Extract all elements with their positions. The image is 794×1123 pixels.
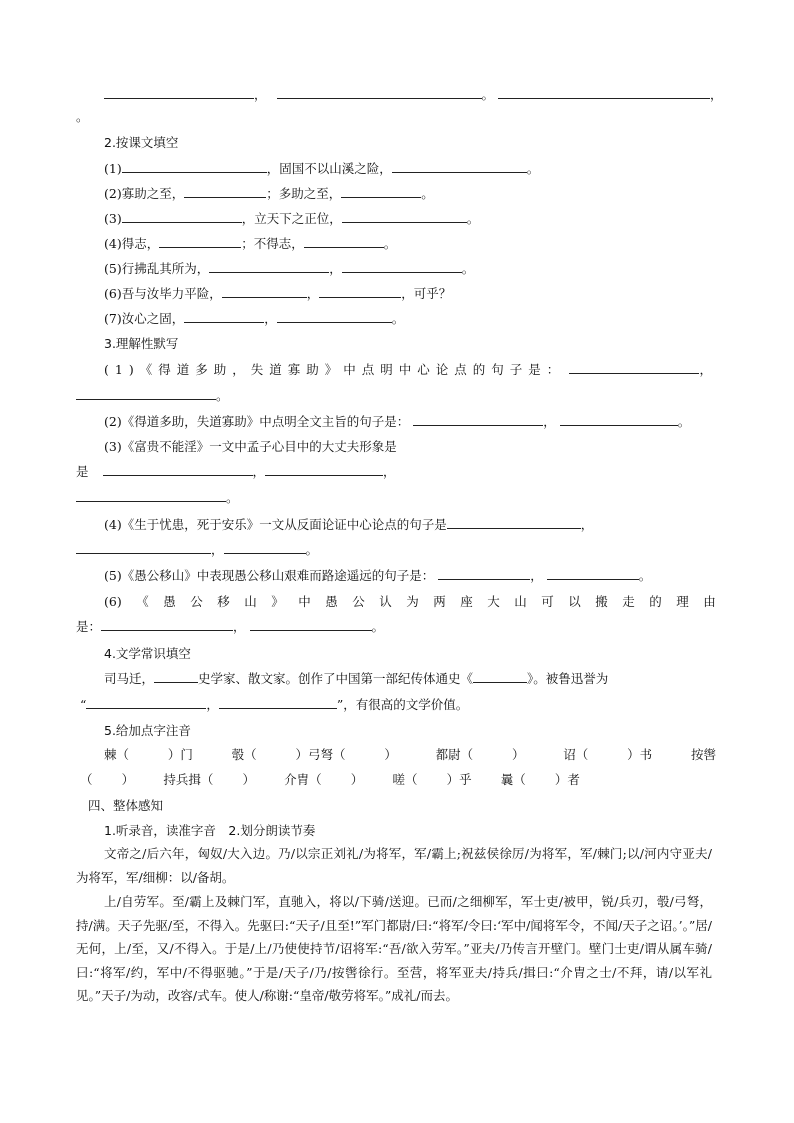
blank[interactable]: [209, 260, 329, 273]
blank[interactable]: [101, 618, 233, 631]
blank[interactable]: [122, 160, 267, 173]
fill-line-3: (3) ，立天下之正位， 。: [104, 211, 480, 226]
punct: ，: [254, 87, 267, 102]
top-fill-end: 。: [76, 109, 89, 124]
q2-line: (2)《得道多助，失道寡助》中点明全文主旨的句子是： ， 。: [104, 414, 691, 429]
lit-line-2: “ ， ”，有很高的文学价值。: [80, 697, 469, 712]
blank[interactable]: [498, 86, 710, 99]
blank[interactable]: [438, 567, 530, 580]
blank[interactable]: [250, 618, 372, 631]
blank[interactable]: [277, 310, 392, 323]
blank[interactable]: [184, 185, 266, 198]
q3-line: (3)《富贵不能淫》一文中孟子心目中的大丈夫形象是: [104, 439, 397, 454]
blank[interactable]: [473, 670, 527, 683]
blank[interactable]: [219, 696, 337, 709]
blank[interactable]: [392, 160, 527, 173]
fill-line-6: (6)吾与汝毕力平险， ， ，可乎？: [104, 286, 452, 301]
blank[interactable]: [319, 285, 401, 298]
pinyin-row-1: 棘（ ）门 彀（ ）弓弩（ ） 都尉（ ） 诏（ ）书 按辔: [104, 747, 716, 762]
blank[interactable]: [184, 310, 264, 323]
q6-line-cont: 是： ， 。: [76, 619, 385, 634]
blank[interactable]: [342, 210, 467, 223]
blank[interactable]: [224, 541, 306, 554]
passage-paragraph-1: 文帝之/后六年，匈奴/大入边。乃/以宗正刘礼/为将军，军/霸上;祝兹侯徐厉/为将军，军/棘门;以/河内守亚夫/为将军，军/细柳：以/备胡。: [76, 846, 712, 885]
fill-line-2: (2)寡助之至， ；多助之至， 。: [104, 186, 434, 201]
blank[interactable]: [547, 567, 639, 580]
fill-line-5: (5)行拂乱其所为， ， 。: [104, 261, 475, 276]
blank[interactable]: [122, 210, 242, 223]
blank[interactable]: [413, 413, 543, 426]
section-title: 2.按课文填空: [104, 135, 179, 150]
blank[interactable]: [560, 413, 678, 426]
section-subtitle: 1.听录音，读准字音 2.划分朗读节奏: [104, 823, 316, 838]
punct: ，: [710, 87, 723, 102]
blank[interactable]: [341, 185, 421, 198]
blank[interactable]: [569, 361, 699, 374]
q1-line: (1)《得道多助，失道寡助》中点明中心论点的句子是： ，: [104, 362, 712, 377]
q6-line: (6) 《 愚 公 移 山 》 中 愚 公 认 为 两 座 大 山 可 以 搬 走 的 理 由: [104, 594, 716, 609]
blank[interactable]: [447, 516, 581, 529]
q4-line: (4)《生于忧患，死于安乐》一文从反面论证中心论点的句子是 ，: [104, 517, 594, 532]
blank[interactable]: [86, 696, 206, 709]
fill-line-1: (1) ，固国不以山溪之险， 。: [104, 161, 540, 176]
blank[interactable]: [159, 235, 241, 248]
fill-line-7: (7)汝心之固， ， 。: [104, 311, 405, 326]
fill-line-4: (4)得志， ；不得志， 。: [104, 236, 397, 251]
section-title: 四、整体感知: [88, 798, 164, 813]
passage-paragraph-2: 上/自劳军。至/霸上及棘门军，直驰入，将以/下骑/送迎。已而/之细柳军，军士吏/被甲，锐/兵刃，彀/弓弩，持/满。天子先驱/至，不得入。先驱曰:“天子/且至!”军门都尉/曰:“将军/令曰:‘军中/闻将军令，不闻/天子之诏。’。”居/无何，上/至，又/不得入。于是/上/乃使使持节/诏将军:“吾/欲入劳军。”亚夫/乃传言开壁门。壁门士吏/谓从属车骑/曰:“将军/约，军中/不得驱驰。”于是/天子/乃/按辔徐行。至营，将军亚夫/持兵/揖曰:“介胄之士/不拜，请/以军礼见。”天子/为动，改容/式车。使人/称谢:“皇帝/敬劳将军。”成礼/而去。: [76, 894, 712, 1003]
blank[interactable]: [104, 86, 254, 99]
blank[interactable]: [342, 260, 462, 273]
lit-line-1: 司马迁， 史学家、散文家。创作了中国第一部纪传体通史《 》。被鲁迅誉为: [104, 671, 609, 686]
q4-line-cont: ， 。: [76, 541, 318, 558]
blank[interactable]: [103, 463, 253, 476]
section-title: 5.给加点字注音: [104, 723, 191, 738]
section-title: 3.理解性默写: [104, 336, 179, 351]
blank[interactable]: [154, 670, 198, 683]
top-fill-line: [104, 86, 723, 103]
section-title: 4.文学常识填空: [104, 646, 191, 661]
blank[interactable]: [222, 285, 307, 298]
pinyin-row-2: （ ） 持兵揖（ ） 介胄（ ） 嗟（ ）乎 曩（ ）者: [80, 772, 580, 787]
blank[interactable]: [265, 463, 383, 476]
blank[interactable]: [76, 387, 216, 400]
blank[interactable]: [76, 541, 211, 554]
q5-line: (5)《愚公移山》中表现愚公移山艰难而路途遥远的句子是： ， 。: [104, 568, 652, 583]
q1-line-cont: 。: [76, 387, 229, 404]
blank[interactable]: [277, 86, 482, 99]
blank[interactable]: [304, 235, 384, 248]
punct: 。: [481, 87, 495, 102]
q3-line-end: 。: [76, 489, 239, 506]
blank[interactable]: [76, 489, 226, 502]
q3-line-cont: 是 ， ，: [76, 464, 396, 479]
